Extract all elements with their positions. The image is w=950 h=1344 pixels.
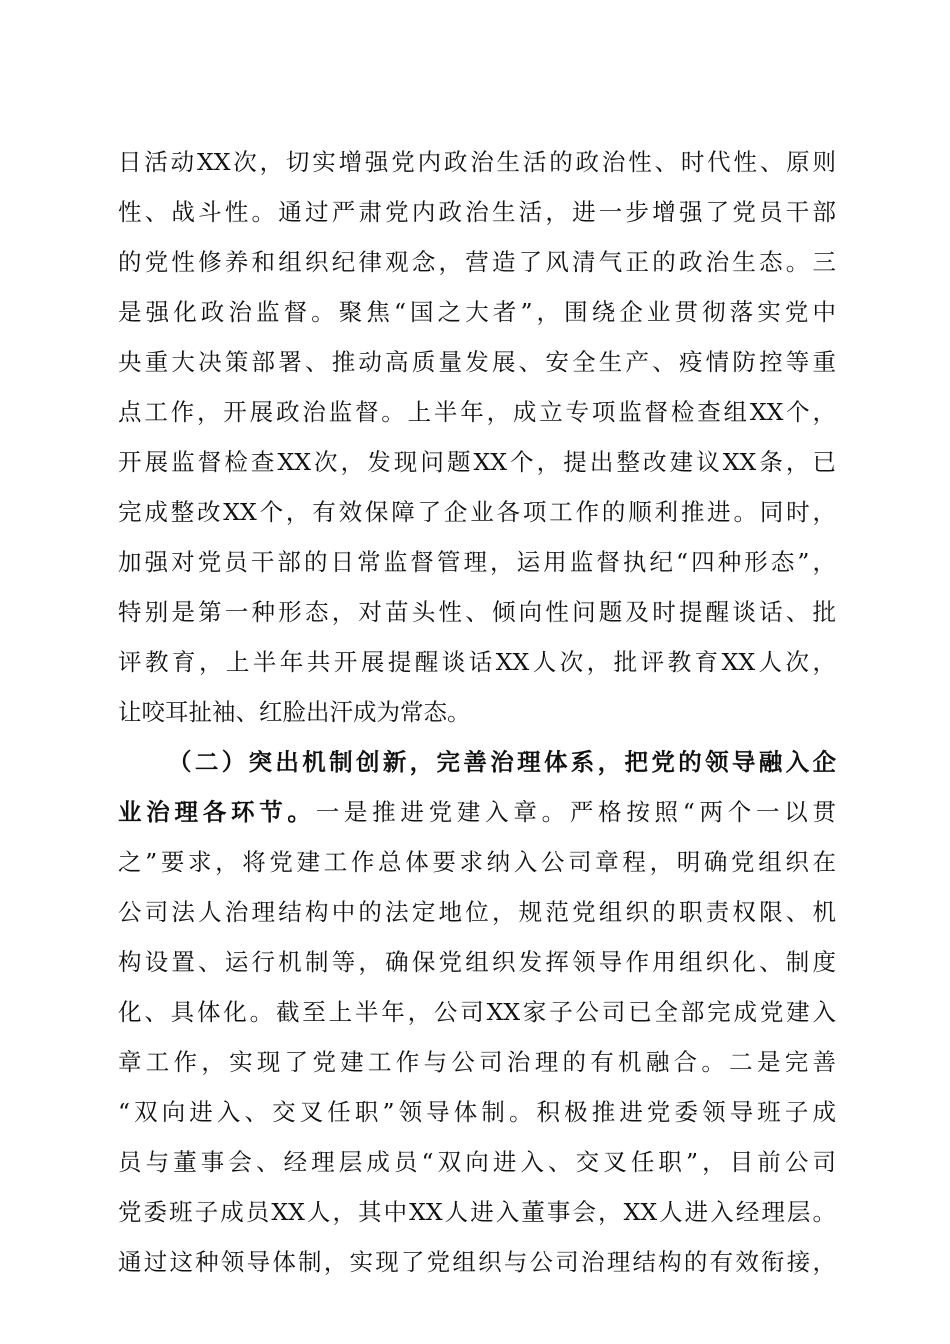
paragraph-line: 化、具体化。截至上半年，公司XX家子公司已全部完成党建入	[118, 998, 836, 1026]
paragraph-line: 开展监督检查XX次，发现问题XX个，提出整改建议XX条，已	[118, 448, 836, 476]
paragraph-line: 评教育，上半年共开展提醒谈话XX人次，批评教育XX人次，	[118, 648, 836, 676]
paragraph-line: 通过这种领导体制，实现了党组织与公司治理结构的有效衔接，	[118, 1248, 836, 1276]
paragraph-line: 之”要求，将党建工作总体要求纳入公司章程，明确党组织在	[118, 848, 836, 876]
paragraph-line: 特别是第一种形态，对苗头性、倾向性问题及时提醒谈话、批	[118, 598, 836, 626]
section-heading-tail: 业治理各环节。	[118, 798, 316, 826]
paragraph-line: 公司法人治理结构中的法定地位，规范党组织的职责权限、机	[118, 898, 836, 926]
paragraph-line: 加强对党员干部的日常监督管理，运用监督执纪“四种形态”，	[118, 548, 836, 576]
paragraph-line: 让咬耳扯袖、红脸出汗成为常态。	[118, 698, 471, 726]
paragraph-line: 的党性修养和组织纪律观念，营造了风清气正的政治生态。三	[118, 248, 836, 276]
paragraph-line: 是强化政治监督。聚焦“国之大者”，围绕企业贯彻落实党中	[118, 298, 836, 326]
paragraph-line: 点工作，开展政治监督。上半年，成立专项监督检查组XX个，	[118, 398, 836, 426]
section-heading-continued	[118, 795, 836, 829]
paragraph-line: 完成整改XX个，有效保障了企业各项工作的顺利推进。同时，	[118, 498, 836, 526]
section-heading: （二）突出机制创新，完善治理体系，把党的领导融入企	[168, 748, 836, 776]
section-text: 一是推进党建入章。严格按照“两个一以贯	[315, 798, 836, 826]
paragraph-line: 日活动XX次，切实增强党内政治生活的政治性、时代性、原则	[118, 148, 836, 176]
paragraph-line: “双向进入、交叉任职”领导体制。积极推进党委领导班子成	[118, 1098, 836, 1126]
paragraph-line: 员与董事会、经理层成员“双向进入、交叉任职”，目前公司	[118, 1148, 836, 1176]
paragraph-line: 性、战斗性。通过严肃党内政治生活，进一步增强了党员干部	[118, 198, 836, 226]
paragraph-line: 央重大决策部署、推动高质量发展、安全生产、疫情防控等重	[118, 348, 836, 376]
paragraph-line: 构设置、运行机制等，确保党组织发挥领导作用组织化、制度	[118, 948, 836, 976]
paragraph-line: 党委班子成员XX人，其中XX人进入董事会，XX人进入经理层。	[118, 1198, 836, 1226]
paragraph-line: 章工作，实现了党建工作与公司治理的有机融合。二是完善	[118, 1048, 836, 1076]
